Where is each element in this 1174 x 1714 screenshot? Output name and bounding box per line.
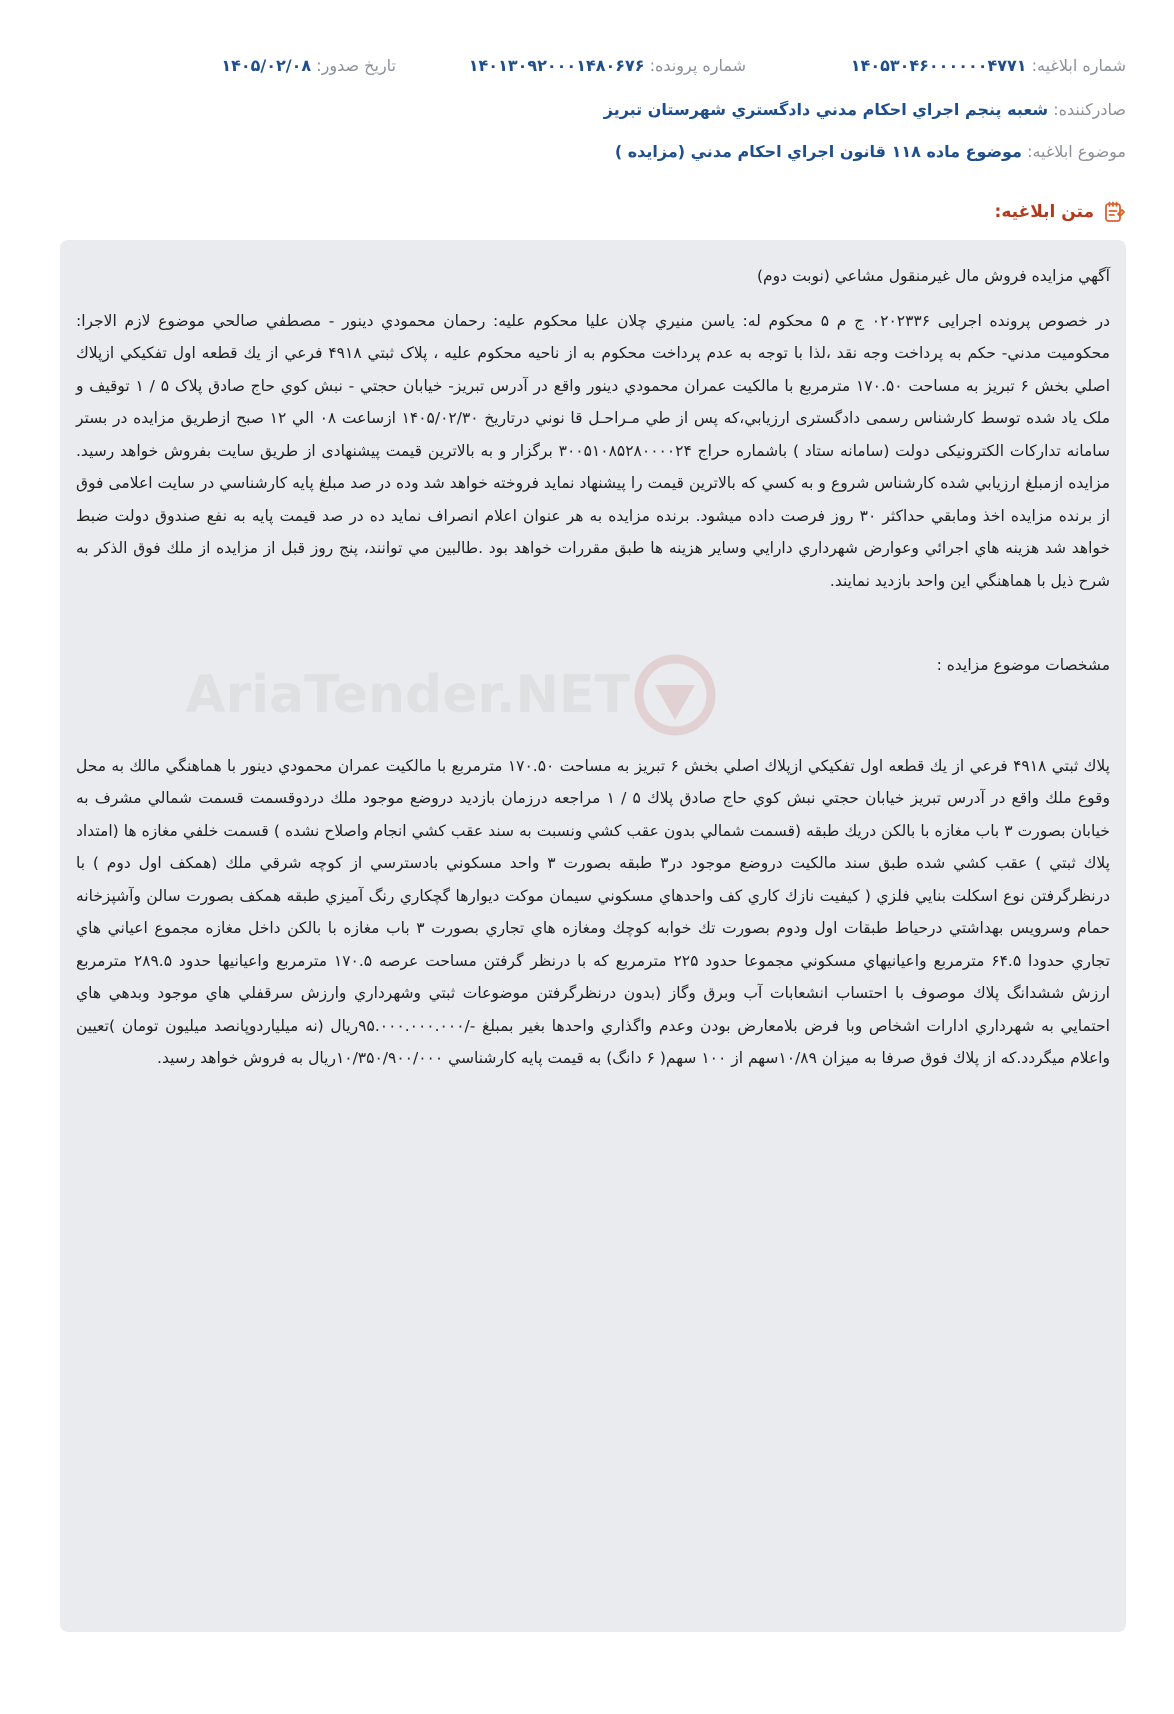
notice-meta-row bbox=[48, 56, 1126, 86]
notice-text-heading-label: متن ابلاغيه: bbox=[994, 202, 1094, 222]
auction-paragraph-2: پلاك ثبتي ۴۹۱۸ فرعي از يك قطعه اول تفكيكي ازپلاك اصلي بخش ۶ تبريز به مساحت ۱۷۰.۵۰ مترمربع با مالكيت عمران محمودي دينور با هماهنگي مالك به محل وقوع ملك واقع در آدرس تبريز خيابان حجتي نبش كوي حاج صادق پلاك ۵ / ۱ مراجعه درزمان بازديد دروضع موجود ملك دردوقسمت قسمت شمالي مشرف به خيابان بصورت ۳ باب مغازه با بالكن دريك طبقه (قسمت شمالي بدون عقب كشي ونسبت به سند عقب كشي انجام واصلاح نشده ) قسمت خلفي مغازه ها (امتداد پلاك ثبتي ) عقب كشي شده طبق سند مالكيت دروضع موجود در۳ طبقه بصورت ۳ واحد مسكوني بادسترسي از كوچه شرقي ملك (همكف اول دوم ) با درنظرگرفتن نوع اسكلت بنايي فلزي ( كيفيت نازك كاري كف واحدهاي مسكوني سيمان موكت ديوارها گچكاري رنگ آميزي طبقه همكف بصورت سالن وآشپزخانه حمام وسرويس بهداشتي درحياط طبقات اول ودوم بصورت تك خوابه كوچك ومغازه هاي تجاري بصورت ۳ باب مغازه با بالكن داخل مغازه مجموع اعياني هاي تجاري حدودا ۶۴.۵ مترمربع واعيانيهاي مسكوني مجموعا حدود ۲۲۵ مترمربع كه با درنظر گرفتن مساحت عرصه ۱۷۰.۵ مترمربع واعيانيها حدود ۲۸۹.۵ مترمربع ارزش ششدانگ پلاك موصوف با احتساب انشعابات آب وبرق وگاز (بدون درنظرگرفتن موضوعات ثبتي وشهرداري وارزش سرقفلي هاي موجود وبدهي هاي احتمايي به شهرداري ادارات اشخاص وبا فرض بلامعارض بودن وعدم واگذاري واحدها بغير بمبلغ -/۹۵.۰۰۰.۰۰۰.۰۰۰ريال (نه ميلياردوپانصد ميليون تومان )تعيين واعلام ميگردد.كه از پلاك فوق صرفا به ميزان ۱۰/۸۹سهم از ۱۰۰ سهم( ۶ دانگ) به قيمت پايه كارشناسي ۱۰/۳۵۰/۹۰۰/۰۰۰ريال به فروش خواهد رسيد. bbox=[76, 756, 1110, 1067]
subject-line bbox=[615, 142, 1126, 161]
notice-number-label: شماره ابلاغيه: bbox=[1031, 56, 1126, 75]
file-number-label: شماره پرونده: bbox=[649, 56, 746, 75]
sender-label: صادرکننده: bbox=[1053, 100, 1126, 119]
auction-spec-heading: مشخصات موضوع مزايده : bbox=[936, 656, 1110, 674]
file-number-value: ۱۴۰۱۳۰۹۲۰۰۰۱۴۸۰۶۷۶ bbox=[468, 56, 645, 75]
notice-body bbox=[76, 260, 1110, 1075]
subject-value: موضوع ماده ۱۱۸ قانون اجراي احکام مدني (مزايده ) bbox=[614, 142, 1022, 161]
issue-date-label: تاريخ صدور: bbox=[316, 56, 396, 75]
notice-text-heading bbox=[995, 200, 1126, 224]
sender-line bbox=[604, 100, 1126, 119]
issue-date bbox=[221, 56, 396, 75]
watermark-text: AriaTender.NET bbox=[185, 665, 630, 725]
auction-title: آگهي مزايده فروش مال غيرمنقول مشاعي (نوبت دوم) bbox=[756, 267, 1110, 285]
issue-date-value: ۱۴۰۵/۰۲/۰۸ bbox=[221, 56, 312, 75]
notice-content-box bbox=[60, 240, 1126, 1632]
auction-paragraph-1: در خصوص پرونده اجرایی ۰۲۰۲۳۳۶ ج م ۵ محکوم له: یاسن منيري چلان عليا محکوم عليه: رحمان محمودي دينور - مصطفي صالحي موضوع لازم الاجرا: محکوميت مدني- حکم به پرداخت وجه نقد ،لذا با توجه به عدم پرداخت محکوم به از ناحيه محکوم عليه ، پلاک ثبتي ۴۹۱۸ فرعي از يك قطعه اول تفکيکي ازپلاك اصلي بخش ۶ تبريز به مساحت ۱۷۰.۵۰ مترمربع با مالکيت عمران محمودي دينور واقع در آدرس تبريز- خيابان حجتي - نبش كوي حاج صادق پلاک ۵ / ۱ توقيف و ملک ياد شده توسط کارشناس رسمی دادگستری ارزيابي،که پس از طي مـراحـل قا نوني درتاريخ ۱۴۰۵/۰۲/۳۰ ازساعت ۰۸ الي ۱۲ صبح ازطريق مزايده در بستر سامانه تدارکات الکترونيکی دولت (سامانه ستاد ) باشماره حراج ۳۰۰۵۱۰۸۵۲۸۰۰۰۰۲۴ برگزار و به بالاترين قيمت پيشنهادی از طريق سايت بفروش خواهد رسيد. مزايده ازمبلغ ارزيابي شده کارشناس شروع و به کسي که بالاترين قيمت را پيشنهاد نمايد فروخته خواهد شد وده در صد مبلغ پايه كارشناسي در سايت اعلامی فوق از برنده مزايده اخذ ومابقي حداكثر ۳۰ روز فرصت داده ميشود. برنده مزايده به هر عنوان اعلام انصراف نمايد ده در صد قيمت پايه به نفع صندوق دولت ضبط خواهد شد هزينه هاي اجرائي وعوارض شهرداري دارايي وساير هزينه ها طبق مقررات خواهد بود .طالبين مي توانند، پنج روز قبل از مزايده از ملك فوق الذكر به شرح ذيل با هماهنگي اين واحد بازديد نمايند. bbox=[76, 311, 1111, 590]
sender-value: شعبه پنجم اجراي احکام مدني دادگستري شهرستان تبريز bbox=[603, 100, 1049, 119]
document-icon bbox=[1102, 200, 1126, 224]
notice-number bbox=[851, 56, 1126, 75]
file-number bbox=[469, 56, 746, 75]
notice-number-value: ۱۴۰۵۳۰۴۶۰۰۰۰۰۰۴۷۷۱ bbox=[850, 56, 1027, 75]
subject-label: موضوع ابلاغيه: bbox=[1027, 142, 1126, 161]
